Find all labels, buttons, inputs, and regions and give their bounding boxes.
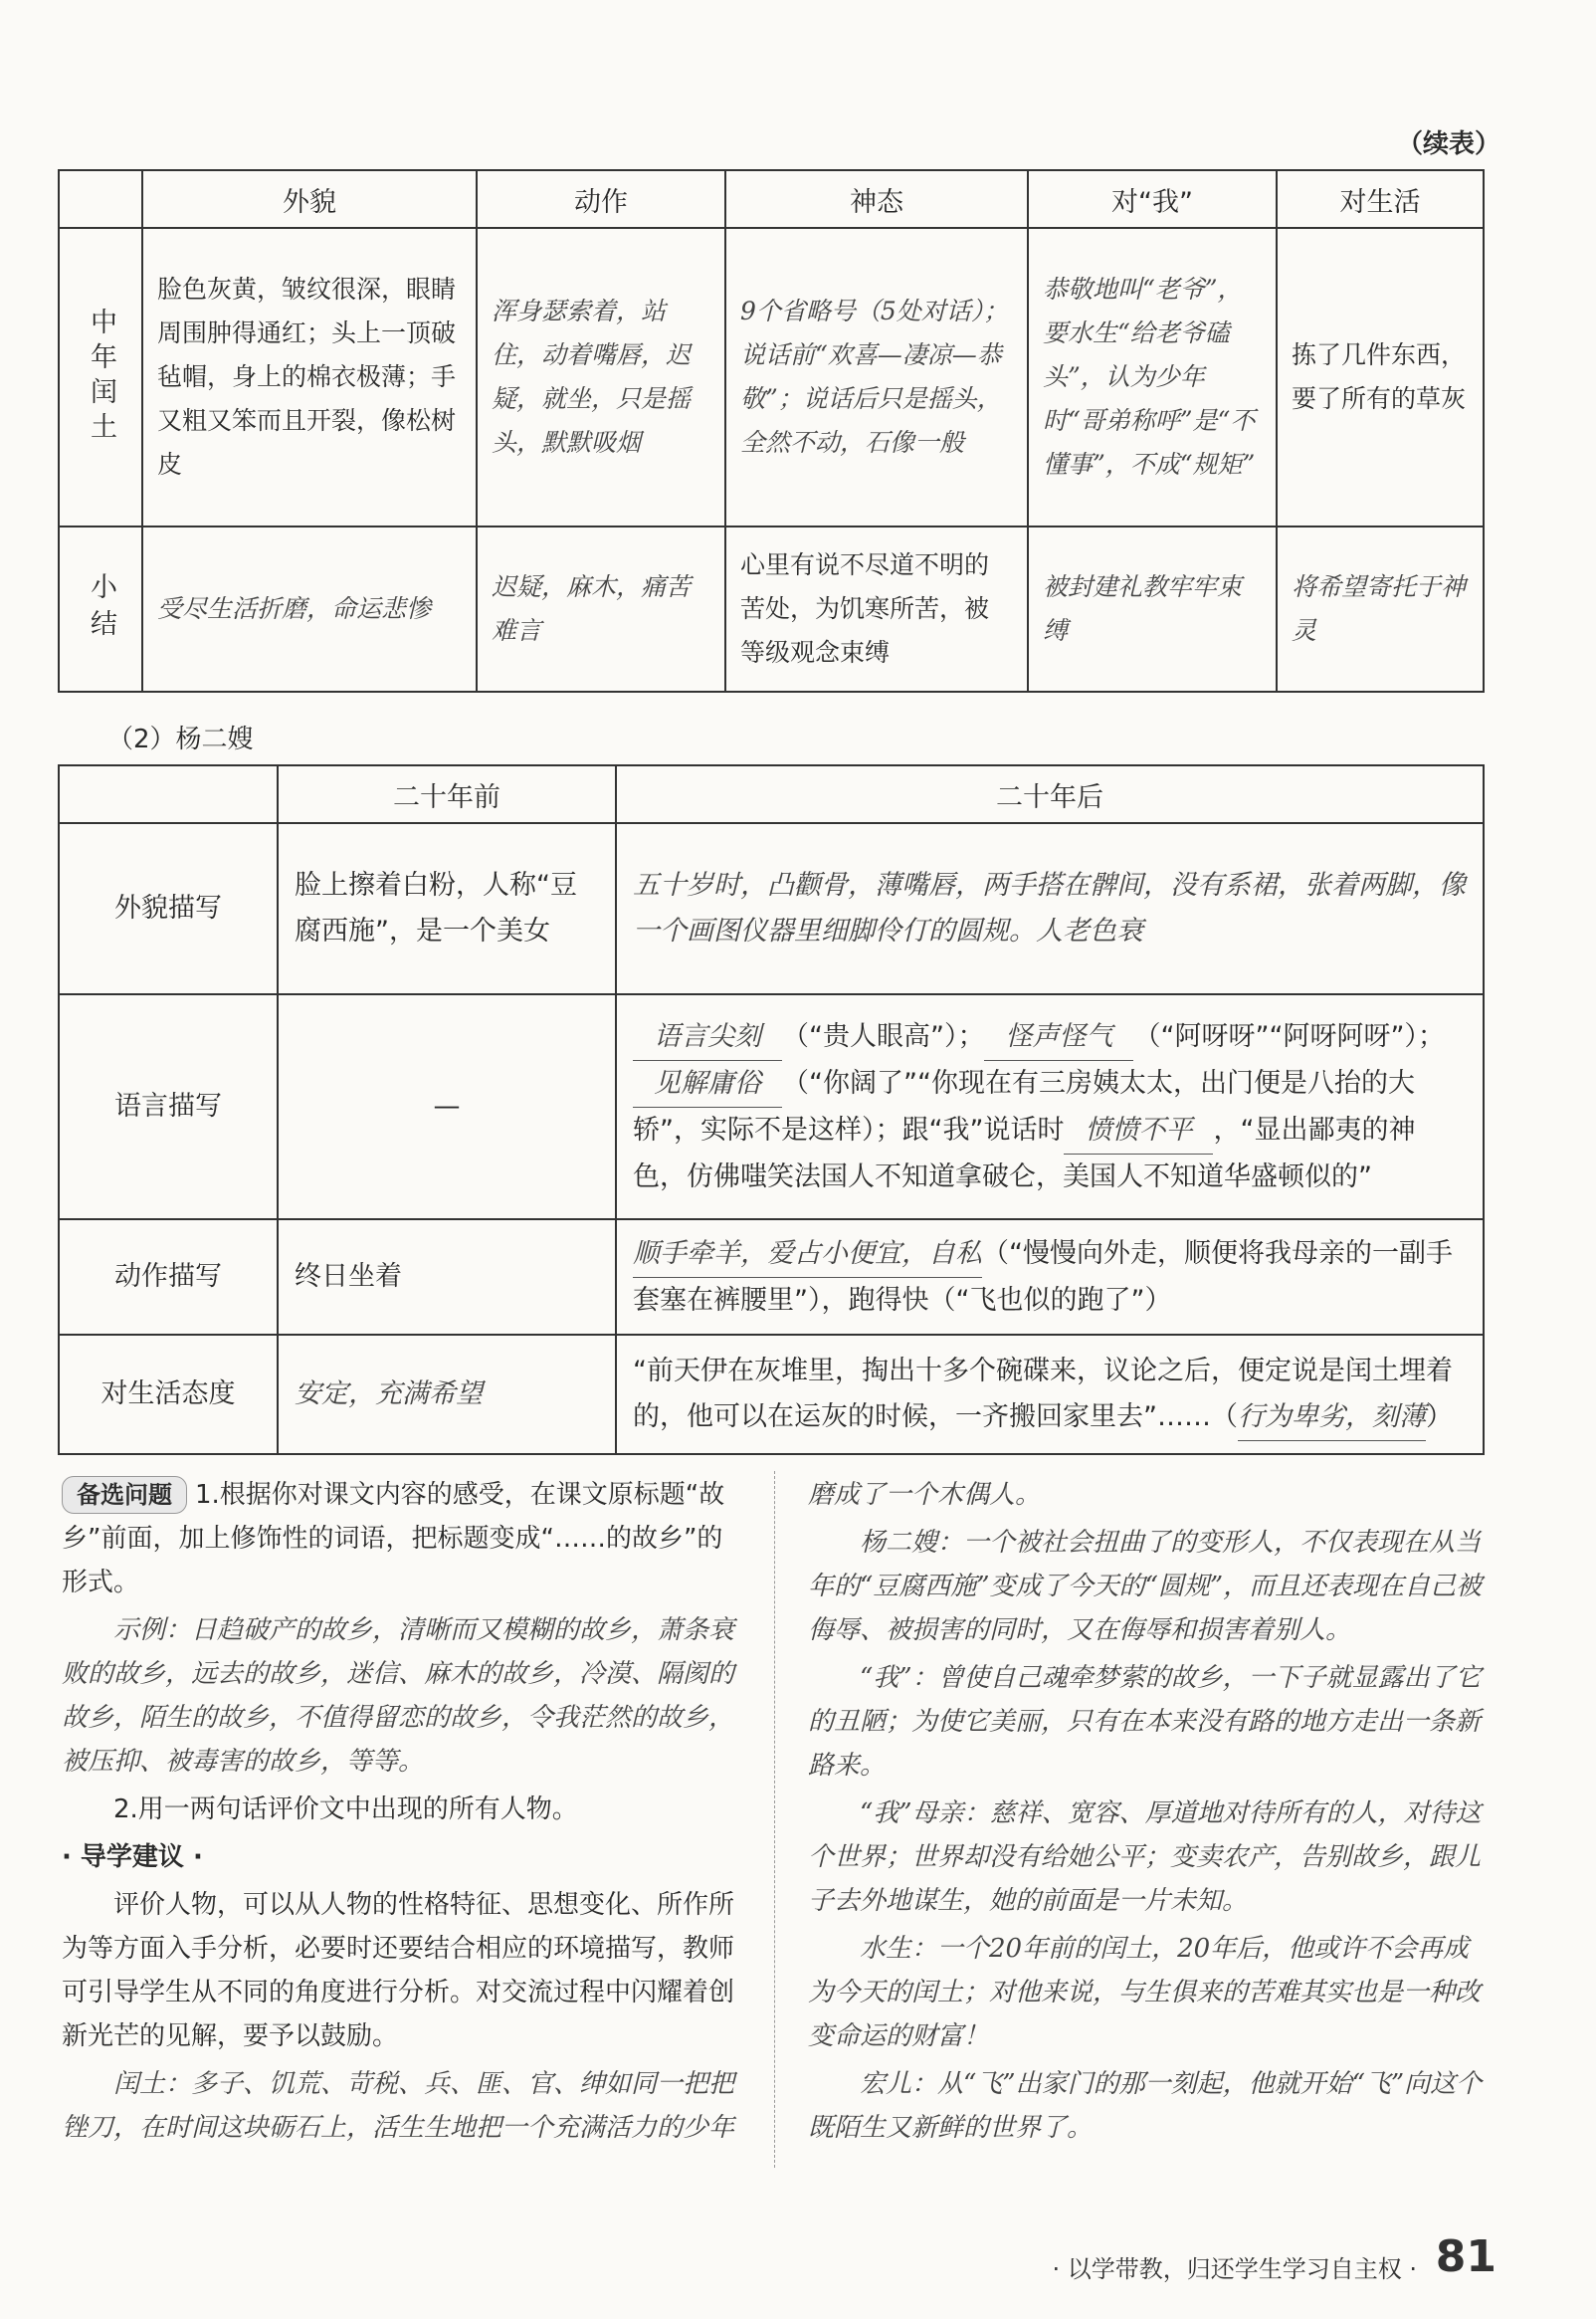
row-label: 动作描写 bbox=[59, 1219, 278, 1335]
answer-shuisheng: 水生：一个20年前的闰土，20年后，他或许不会再成为今天的闰土；对他来说，与生俱来的苦难其实也是一种改变命运的财富！ bbox=[808, 1934, 1482, 2051]
table-cell: 浑身瑟索着，站住，动着嘴唇，迟疑，就坐，只是摇头，默默吸烟 bbox=[477, 228, 725, 527]
table-header-cell: 对“我” bbox=[1028, 170, 1277, 228]
answer-me: “我”：曾使自己魂牵梦萦的故乡，一下子就显露出了它的丑陋；为使它美丽，只有在本来没有路的地方走出一条新路来。 bbox=[808, 1663, 1482, 1781]
question-1-text: 1.根据你对课文内容的感受，在课文原标题“故乡”前面，加上修饰性的词语，把标题变成“……的故乡”的形式。 bbox=[62, 1480, 725, 1597]
guide-title: · 导学建议 · bbox=[62, 1842, 203, 1872]
table-cell bbox=[616, 1219, 1484, 1335]
text-span: （“慢慢向外走，顺便将我母亲的一副手套塞在裤腰里”），跑得快（“飞也似的跑了”） bbox=[633, 1237, 1453, 1316]
table-cell: 拣了几件东西，要了所有的草灰 bbox=[1277, 228, 1484, 527]
table-cell: 受尽生活折磨，命运悲惨 bbox=[142, 527, 477, 692]
text-span: （“贵人眼高”）； bbox=[782, 1020, 985, 1052]
answer-honger: 宏儿：从“飞”出家门的那一刻起，他就开始“飞”向这个既陌生又新鲜的世界了。 bbox=[808, 2069, 1483, 2143]
table-header-cell bbox=[59, 170, 142, 228]
table-cell bbox=[616, 1335, 1484, 1454]
table-row bbox=[59, 1219, 1484, 1335]
table-cell: 脸上擦着白粉，人称“豆腐西施”，是一个美女 bbox=[278, 823, 616, 994]
table-cell: 恭敬地叫“老爷”，要水生“给老爷磕头”，认为少年时“哥弟称呼”是“不懂事”，不成“规矩” bbox=[1028, 228, 1277, 527]
section-tag: 备选问题 bbox=[62, 1476, 187, 1514]
fill-blank: 见解庸俗 bbox=[633, 1061, 782, 1108]
text-span: “前天伊在灰堆里，掏出十多个碗碟来，议论之后，便定说是闰土埋着的，他可以在运灰的时候，一齐搬回家里去”……（ bbox=[633, 1355, 1453, 1432]
text-span: （“你阔了”“你现在有三房姨太太，出门便是八抬的大轿”，实际不是这样）；跟“我”说话时 bbox=[633, 1067, 1415, 1146]
table-cell: 脸色灰黄，皱纹很深，眼睛周围肿得通红；头上一顶破毡帽，身上的棉衣极薄；手又粗又笨而且开裂，像松树皮 bbox=[142, 228, 477, 527]
answer-1: 示例：日趋破产的故乡，清晰而又模糊的故乡，萧条衰败的故乡，远去的故乡，迷信、麻木的故乡，冷漠、隔阂的故乡，陌生的故乡，不值得留恋的故乡，令我茫然的故乡，被压抑、被毒害的故乡，等等。 bbox=[62, 1615, 735, 1777]
fill-blank: 语言尖刻 bbox=[633, 1014, 782, 1061]
table-header-row bbox=[59, 170, 1484, 228]
row-label: 对生活态度 bbox=[59, 1335, 278, 1454]
table-header-cell: 二十年后 bbox=[616, 765, 1484, 823]
row-label: 中年闰土 bbox=[59, 228, 142, 527]
text-span: ，“显出鄙夷的神色，仿佛嗤笑法国人不知道拿破仑，美国人不知道华盛顿似的” bbox=[633, 1114, 1416, 1192]
footer-slogan: · 以学带教，归还学生学习自主权 · bbox=[1052, 2255, 1417, 2283]
fill-blank: 怪声怪气 bbox=[984, 1014, 1133, 1061]
table-row bbox=[59, 994, 1484, 1219]
table-cell: 五十岁时，凸颧骨，薄嘴唇，两手搭在髀间，没有系裙，张着两脚，像一个画图仪器里细脚伶仃的圆规。人老色衰 bbox=[616, 823, 1484, 994]
page-number: 81 bbox=[1435, 2231, 1496, 2282]
answer-mother: “我”母亲：慈祥、宽容、厚道地对待所有的人，对待这个世界；世界却没有给她公平；变卖农产，告别故乡，跟儿子去外地谋生，她的前面是一片未知。 bbox=[808, 1798, 1482, 1916]
table-cell: 心里有说不尽道不明的苦处，为饥寒所苦，被等级观念束缚 bbox=[725, 527, 1028, 692]
table-row bbox=[59, 823, 1484, 994]
row-label: 小结 bbox=[59, 527, 142, 692]
table-header-row bbox=[59, 765, 1484, 823]
fill-blank: 顺手牵羊，爱占小便宜，自私 bbox=[633, 1231, 982, 1278]
answer-yang: 杨二嫂：一个被社会扭曲了的变形人，不仅表现在从当年的“豆腐西施”变成了今天的“圆规”，而且还表现在自己被侮辱、被损害的同时，又在侮辱和损害着别人。 bbox=[808, 1528, 1483, 1645]
table-header-cell: 神态 bbox=[725, 170, 1028, 228]
fill-blank: 行为卑劣，刻薄 bbox=[1238, 1394, 1426, 1441]
question-1 bbox=[62, 1473, 748, 1604]
question-2: 2.用一两句话评价文中出现的所有人物。 bbox=[113, 1794, 578, 1824]
table-cell: 迟疑，麻木，痛苦难言 bbox=[477, 527, 725, 692]
continued-label: （续表） bbox=[1396, 129, 1500, 159]
answer-continued: 磨成了一个木偶人。 bbox=[808, 1480, 1042, 1510]
table-cell bbox=[616, 994, 1484, 1219]
table-runtu bbox=[58, 169, 1485, 693]
answer-2: 闰土：多子、饥荒、苛税、兵、匪、官、绅如同一把把锉刀，在时间这块砺石上，活生生地把一个充满活力的少年 bbox=[62, 2069, 735, 2143]
table-header-cell: 动作 bbox=[477, 170, 725, 228]
table-cell: 安定，充满希望 bbox=[278, 1335, 616, 1454]
table-yang-ersao bbox=[58, 764, 1485, 1455]
column-divider bbox=[774, 1471, 775, 2168]
table-cell: 将希望寄托于神灵 bbox=[1277, 527, 1484, 692]
table-row bbox=[59, 228, 1484, 527]
right-column bbox=[808, 1473, 1495, 2154]
table-header-cell bbox=[59, 765, 278, 823]
table-cell: 被封建礼教牢牢束缚 bbox=[1028, 527, 1277, 692]
table-row bbox=[59, 527, 1484, 692]
table-header-cell: 外貌 bbox=[142, 170, 477, 228]
text-span: ） bbox=[1426, 1400, 1453, 1432]
guide-text: 评价人物，可以从人物的性格特征、思想变化、所作所为等方面入手分析，必要时还要结合相应的环境描写，教师可引导学生从不同的角度进行分析。对交流过程中闪耀着创新光芒的见解，要予以鼓励。 bbox=[62, 1890, 735, 2051]
table-header-cell: 二十年前 bbox=[278, 765, 616, 823]
table-header-cell: 对生活 bbox=[1277, 170, 1484, 228]
text-span: （“阿呀呀”“阿呀阿呀”）； bbox=[1133, 1020, 1445, 1052]
subtitle: （2）杨二嫂 bbox=[107, 725, 254, 754]
table-cell: 9个省略号（5处对话）；说话前“欢喜—凄凉—恭敬”；说话后只是摇头，全然不动，石像一般 bbox=[725, 228, 1028, 527]
table-row bbox=[59, 1335, 1484, 1454]
row-label: 语言描写 bbox=[59, 994, 278, 1219]
table-cell: 终日坐着 bbox=[278, 1219, 616, 1335]
row-label: 外貌描写 bbox=[59, 823, 278, 994]
left-column bbox=[62, 1473, 748, 2154]
fill-blank: 愤愤不平 bbox=[1064, 1108, 1213, 1155]
table-cell: — bbox=[278, 994, 616, 1219]
